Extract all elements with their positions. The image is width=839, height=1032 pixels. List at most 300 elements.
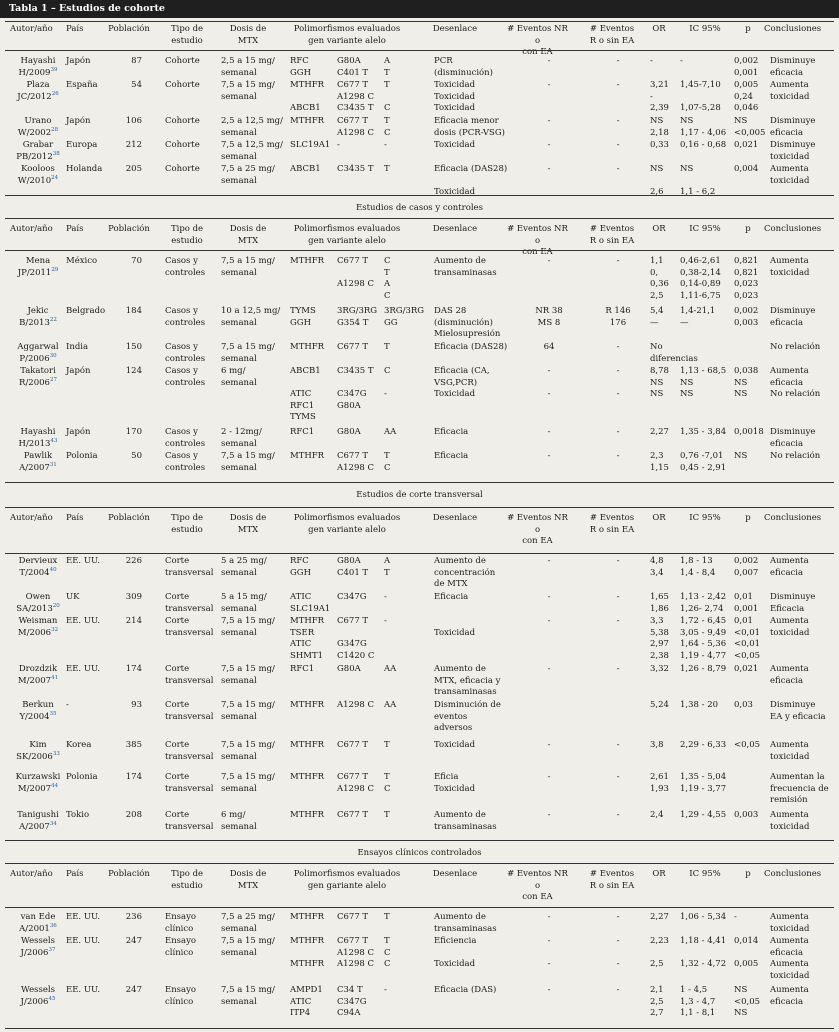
author-cell: Tanigushi A/2007$^{34}$ [17, 810, 59, 832]
gen-cell: MTHFR [290, 810, 325, 820]
reference-link[interactable]: 31 [49, 461, 57, 468]
dose-cell: 5 a 15 mg/ semanal [221, 592, 267, 614]
or-cell: 3,3 5,38 2,97 2,38 [650, 616, 669, 661]
or-cell: 2,4 [650, 810, 664, 820]
column-header: # Eventos NR o con EA [507, 224, 568, 257]
column-header: Desenlace [432, 24, 478, 34]
column-header: OR [652, 24, 666, 34]
gen-cell: MTHFR [290, 912, 325, 922]
author-cell: Kooloos W/2010$^{24}$ [17, 164, 59, 186]
concl-cell: Disminuye eficacia [770, 306, 816, 328]
ic-cell: 1,38 - 20 [680, 700, 719, 710]
dose-cell: 7,5 a 15 mg/ semanal [221, 772, 275, 794]
p-cell: 0,038 NS NS [734, 366, 759, 399]
dose-cell: 5 a 25 mg/ semanal [221, 556, 267, 578]
column-header: p [745, 224, 751, 234]
or-cell: 1,65 1,86 [650, 592, 669, 614]
pop-cell: 170 [125, 427, 142, 437]
r-cell: - [616, 556, 620, 566]
author-cell: Kurzawski M/2007$^{44}$ [15, 772, 61, 794]
gen-cell: MTHFR [290, 772, 325, 782]
table-title: Tabla 1 – Estudios de cohorte [0, 0, 839, 18]
p-cell: 0,002 0,003 [734, 306, 759, 328]
ic-cell: 0,16 - 0,68 [680, 140, 727, 150]
author-cell: Aggarwal P/2006$^{30}$ [17, 342, 59, 364]
pop-cell: 87 [131, 56, 142, 66]
alelo-cell: T [384, 342, 390, 352]
author-cell: van Ede A/2001$^{36}$ [19, 912, 57, 934]
dose-cell: 7,5 a 15 mg/ semanal [221, 700, 275, 722]
gen-cell: RFC GGH [290, 556, 311, 578]
author-cell: Hayashi H/2013$^{43}$ [18, 427, 58, 449]
var-cell: C677 T A1298 C [337, 451, 374, 473]
type-cell: Ensayo clínico [165, 912, 197, 934]
column-header: Población [108, 224, 150, 234]
pop-cell: 214 [125, 616, 142, 626]
column-header: Conclusiones [764, 224, 822, 234]
reference-link[interactable]: 22 [49, 316, 57, 323]
alelo-cell: T C [384, 451, 391, 473]
r-cell: - [616, 342, 620, 352]
ic-cell: 1,35 - 5,04 1,19 - 3,77 [680, 772, 727, 794]
var-cell: - [337, 140, 340, 150]
pop-cell: 205 [125, 164, 142, 174]
dose-cell: 2,5 a 15 mg/ semanal [221, 56, 275, 78]
pop-cell: 174 [125, 664, 142, 674]
reference-link[interactable]: 36 [49, 922, 57, 929]
column-header: # Eventos NR o con EA [507, 513, 568, 546]
type-cell: Casos y controles [165, 256, 206, 278]
outcome-cell: Aumento de transaminasas [434, 810, 497, 832]
column-header: # Eventos R o sin EA [589, 513, 635, 535]
type-cell: Casos y controles [165, 342, 206, 364]
reference-link[interactable]: 33 [52, 750, 60, 757]
ic-cell: 1,72 - 6,45 3,05 - 9,49 1,64 - 5,36 1,19 - 4,77 [680, 616, 727, 661]
outcome-cell: Toxicidad [434, 140, 476, 150]
column-header: Dosis de MTX [229, 513, 267, 535]
var-cell: C677 T [337, 810, 369, 820]
outcome-cell: PCR (disminución) [434, 56, 493, 78]
row-divider [5, 553, 834, 554]
pop-cell: 247 [125, 936, 142, 946]
nr-cell: - [547, 56, 551, 66]
author-cell: Mena JP/2011$^{29}$ [17, 256, 59, 278]
column-header: Tipo de estudio [170, 869, 204, 891]
nr-cell: - - [547, 936, 551, 969]
type-cell: Ensayo clínico [165, 936, 197, 958]
ic-cell: 0,46-2,61 0,38-2,14 0,14-0,89 1,11-6,75 [680, 256, 721, 301]
gen-cell: ABCB1 ATIC RFC1 TYMS [290, 366, 321, 422]
p-cell: 0,021 [734, 140, 759, 150]
column-header: País [66, 869, 84, 879]
column-header: Conclusiones [764, 513, 822, 523]
type-cell: Corte transversal [165, 810, 214, 832]
column-header: País [66, 513, 84, 523]
or-cell: 3,21 - 2,39 [650, 80, 669, 113]
or-cell: 8,78 NS NS [650, 366, 669, 399]
reference-link[interactable]: 32 [51, 626, 59, 633]
author-cell: Grabar PB/2012$^{38}$ [16, 140, 60, 162]
reference-link[interactable]: 40 [49, 566, 57, 573]
author-cell: Plaza JC/2012$^{26}$ [17, 80, 59, 102]
author-cell: Owen SA/2013$^{20}$ [16, 592, 60, 614]
alelo-cell: AA [384, 700, 397, 710]
dose-cell: 7,5 a 15 mg/ semanal [221, 80, 275, 102]
type-cell: Corte transversal [165, 592, 214, 614]
concl-cell: Disminuye eficacia [770, 56, 816, 78]
outcome-cell: Eficacia [434, 427, 469, 437]
type-cell: Corte transversal [165, 556, 214, 578]
concl-cell: Aumenta eficacia No relación [770, 366, 821, 399]
dose-cell: 7,5 a 15 mg/ semanal [221, 616, 275, 638]
concl-cell: Disminuye eficacia [770, 116, 816, 138]
row-divider [5, 863, 834, 864]
var-cell: C677 T A1298 C [337, 256, 374, 289]
pop-cell: 212 [125, 140, 142, 150]
pop-cell: 93 [131, 700, 142, 710]
author-cell: Urano W/2002$^{28}$ [17, 116, 59, 138]
gen-cell: MTHFR TSER ATIC SHMT1 [290, 616, 325, 661]
outcome-cell: Eficacia menor dosis (PCR-VSG) [434, 116, 505, 138]
alelo-cell: 3RG/3RG GG [384, 306, 425, 328]
author-cell: Wessels J/2006$^{45}$ [20, 985, 56, 1007]
nr-cell: - [547, 985, 551, 995]
reference-link[interactable]: 43 [50, 437, 58, 444]
r-cell: - [616, 664, 620, 674]
var-cell: C677 T A1298 C [337, 772, 374, 794]
gen-cell: ATIC SLC19A1 [290, 592, 331, 614]
column-header: Población [108, 869, 150, 879]
p-cell: 0,01 0,001 [734, 592, 759, 614]
column-header: Polimorfismos evaluados gen variante alelo [293, 513, 401, 535]
reference-link[interactable]: 24 [51, 174, 59, 181]
or-cell: 2,27 [650, 427, 669, 437]
ic-cell: NS 1,1 - 6,2 [680, 164, 716, 197]
column-header: Polimorfismos evaluados gen variante alelo [293, 224, 401, 246]
nr-cell: - [547, 451, 551, 461]
column-header: p [745, 869, 751, 879]
country-cell: - [66, 700, 69, 710]
ic-cell: 1,13 - 68,5 NS NS [680, 366, 727, 399]
r-cell: - [616, 616, 620, 626]
type-cell: Corte transversal [165, 740, 214, 762]
nr-cell: - [547, 80, 551, 90]
alelo-cell: T [384, 164, 390, 174]
column-header: Desenlace [432, 513, 478, 523]
or-cell: 2,27 [650, 912, 669, 922]
var-cell: G80A [337, 664, 361, 674]
dose-cell: 7,5 a 15 mg/ semanal [221, 936, 275, 958]
row-divider [5, 1028, 834, 1029]
alelo-cell: - [384, 592, 387, 602]
reference-link[interactable]: 45 [48, 995, 56, 1002]
type-cell: Cohorte [165, 116, 200, 126]
r-cell: R 146 176 [605, 306, 631, 328]
alelo-cell: - [384, 985, 387, 995]
p-cell: <0,05 [734, 740, 761, 750]
reference-link[interactable]: 26 [51, 90, 59, 97]
p-cell: 0,002 0,007 [734, 556, 759, 578]
p-cell: 0,005 0,24 0,046 [734, 80, 759, 113]
pop-cell: 309 [125, 592, 142, 602]
row-divider [5, 218, 834, 219]
or-cell: 3,32 [650, 664, 669, 674]
author-cell: Berkun Y/2004$^{35}$ [19, 700, 57, 722]
var-cell: A1298 C [337, 700, 374, 710]
dose-cell: 7,5 a 15 mg/ semanal [221, 740, 275, 762]
country-cell: Korea [66, 740, 92, 750]
column-header: OR [652, 513, 666, 523]
concl-cell: Aumenta toxicidad [770, 80, 810, 102]
outcome-cell: Aumento de transaminasas [434, 256, 497, 278]
ic-cell: 1,29 - 4,55 [680, 810, 727, 820]
p-cell: 0,014 0,005 [734, 936, 759, 969]
var-cell: 3RG/3RG G354 T [337, 306, 378, 328]
type-cell: Corte transversal [165, 700, 214, 722]
gen-cell: RFC1 [290, 427, 315, 437]
concl-cell: Aumenta eficacia [770, 664, 809, 686]
gen-cell: AMPD1 ATIC ITP4 [290, 985, 323, 1018]
or-cell: 5,24 [650, 700, 669, 710]
var-cell: C677 T G347G C1420 C [337, 616, 375, 661]
country-cell: Japón [66, 116, 91, 126]
author-cell: Drozdzik M/2007$^{41}$ [17, 664, 59, 686]
reference-link[interactable]: 27 [49, 376, 57, 383]
country-cell: EE. UU. [66, 985, 101, 995]
or-cell: 2,61 1,93 [650, 772, 669, 794]
row-divider [5, 250, 834, 251]
dose-cell: 7,5 a 25 mg/ semanal [221, 912, 275, 934]
column-header: # Eventos NR o con EA [507, 869, 568, 902]
reference-link[interactable]: 28 [51, 126, 59, 133]
or-cell: 4,8 3,4 [650, 556, 664, 578]
column-header: Autor/año [10, 224, 53, 234]
type-cell: Cohorte [165, 140, 200, 150]
pop-cell: 236 [125, 912, 142, 922]
type-cell: Casos y controles [165, 451, 206, 473]
type-cell: Corte transversal [165, 616, 214, 638]
row-divider [5, 482, 834, 483]
reference-link[interactable]: 34 [49, 820, 57, 827]
row-divider [5, 195, 834, 196]
gen-cell: MTHFR [290, 451, 325, 461]
p-cell: 0,821 0,821 0,023 0,023 [734, 256, 759, 301]
country-cell: Holanda [66, 164, 103, 174]
column-header: Dosis de MTX [229, 869, 267, 891]
country-cell: Polonia [66, 772, 98, 782]
reference-link[interactable]: 41 [51, 674, 59, 681]
pop-cell: 124 [125, 366, 142, 376]
p-cell: NS <0,05 NS [734, 985, 761, 1018]
r-cell: - [616, 772, 620, 782]
country-cell: Japón [66, 56, 91, 66]
reference-link[interactable]: 44 [51, 782, 59, 789]
or-cell: 2,23 2,5 [650, 936, 669, 969]
column-header: Dosis de MTX [229, 224, 267, 246]
column-header: Tipo de estudio [170, 224, 204, 246]
dose-cell: 2,5 a 12,5 mg/ semanal [221, 116, 283, 138]
concl-cell: No relación [770, 342, 821, 352]
var-cell: G80A [337, 427, 361, 437]
nr-cell: - [547, 616, 551, 626]
pop-cell: 106 [125, 116, 142, 126]
reference-link[interactable]: 30 [49, 352, 57, 359]
country-cell: EE. UU. [66, 912, 101, 922]
column-header: Población [108, 513, 150, 523]
outcome-cell: Eficacia (DAS28) [434, 342, 508, 352]
reference-link[interactable]: 20 [52, 602, 60, 609]
concl-cell: Aumenta eficacia [770, 556, 809, 578]
gen-cell: TYMS GGH [290, 306, 316, 328]
column-header: Polimorfismos evaluados gen gariante alelo [293, 869, 401, 891]
type-cell: Corte transversal [165, 772, 214, 794]
dose-cell: 7,5 a 15 mg/ semanal [221, 256, 275, 278]
nr-cell: - [547, 116, 551, 126]
country-cell: EE. UU. [66, 664, 101, 674]
reference-link[interactable]: 37 [48, 946, 56, 953]
p-cell: 0,002 0,001 [734, 56, 759, 78]
column-header: p [745, 513, 751, 523]
nr-cell: - [547, 740, 551, 750]
ic-cell: 1,18 - 4,41 1,32 - 4,72 [680, 936, 727, 969]
outcome-cell: Eficacia (DAS28) Toxicidad [434, 164, 508, 197]
type-cell: Ensayo clínico [165, 985, 197, 1007]
column-header: IC 95% [689, 24, 721, 34]
column-header: IC 95% [689, 513, 721, 523]
outcome-cell: Eficacia [434, 592, 469, 602]
outcome-cell: Toxicidad [434, 627, 476, 638]
country-cell: España [66, 80, 98, 90]
or-cell: 2,1 2,5 2,7 [650, 985, 664, 1018]
var-cell: C677 T [337, 912, 369, 922]
column-header: Tipo de estudio [170, 24, 204, 46]
author-cell: Takatori R/2006$^{27}$ [19, 366, 57, 388]
gen-cell: MTHFR [290, 740, 325, 750]
column-header: Autor/año [10, 869, 53, 879]
alelo-cell: C T A C [384, 256, 391, 301]
dose-cell: 10 a 12,5 mg/ semanal [221, 306, 281, 328]
type-cell: Casos y controles [165, 306, 206, 328]
gen-cell: RFC1 [290, 664, 315, 674]
country-cell: Japón [66, 427, 91, 437]
concl-cell: Disminuye toxicidad [770, 140, 816, 162]
reference-link[interactable]: 38 [52, 150, 60, 157]
alelo-cell: - [384, 140, 387, 150]
pop-cell: 70 [131, 256, 142, 266]
nr-cell: - [547, 810, 551, 820]
pop-cell: 385 [125, 740, 142, 750]
r-cell: - [616, 810, 620, 820]
type-cell: Cohorte [165, 164, 200, 174]
row-divider [5, 50, 834, 51]
reference-link[interactable]: 29 [51, 266, 59, 273]
p-cell: NS <0,005 [734, 116, 766, 138]
alelo-cell: T C [384, 80, 391, 113]
nr-cell: - [547, 140, 551, 150]
outcome-cell: DAS 28 (disminución) Mielosupresión [434, 306, 501, 339]
row-divider [5, 840, 834, 841]
gen-cell: MTHFR [290, 116, 325, 126]
outcome-cell: Disminución de eventos adversos [434, 700, 501, 733]
country-cell: EE. UU. [66, 616, 101, 626]
country-cell: Tokio [66, 810, 90, 820]
column-header: IC 95% [689, 869, 721, 879]
type-cell: Cohorte [165, 56, 200, 66]
author-cell: Weisman M/2006$^{32}$ [17, 616, 59, 638]
nr-cell: - [547, 664, 551, 674]
var-cell: C34 T C347G C94A [337, 985, 367, 1018]
column-header: País [66, 224, 84, 234]
column-header: Polimorfismos evaluados gen variante alelo [293, 24, 401, 46]
author-cell: Kim SK/2006$^{33}$ [16, 740, 60, 762]
dose-cell: 7,5 a 25 mg/ semanal [221, 164, 275, 186]
type-cell: Casos y controles [165, 427, 206, 449]
gen-cell: SLC19A1 [290, 140, 331, 150]
outcome-cell: Eficiencia Toxicidad [434, 936, 477, 969]
concl-cell: No relación [770, 451, 821, 461]
concl-cell: Aumenta toxicidad [770, 810, 810, 832]
concl-cell: Aumenta toxicidad [770, 616, 810, 638]
alelo-cell: A T [384, 556, 391, 578]
pop-cell: 150 [125, 342, 142, 352]
type-cell: Cohorte [165, 80, 200, 90]
nr-cell: - [547, 256, 551, 266]
nr-cell: - [547, 556, 551, 566]
var-cell: C347G [337, 592, 367, 602]
r-cell: - - [616, 366, 620, 399]
reference-link[interactable]: 39 [50, 66, 58, 73]
column-header: # Eventos R o sin EA [589, 24, 635, 46]
r-cell: - [616, 592, 620, 602]
ic-cell: 1,06 - 5,34 [680, 912, 727, 922]
column-header: Conclusiones [764, 869, 822, 879]
nr-cell: - [547, 772, 551, 782]
r-cell: - [616, 740, 620, 750]
concl-cell: Aumenta toxicidad [770, 912, 810, 934]
or-cell: NS 2,18 [650, 116, 669, 138]
author-cell: Wessels J/2006$^{37}$ [20, 936, 56, 958]
p-cell: NS [734, 451, 748, 461]
gen-cell: MTHFR [290, 256, 325, 266]
alelo-cell: - [384, 616, 387, 626]
country-cell: EE. UU. [66, 556, 101, 566]
dose-cell: 7,5 a 12,5 mg/ semanal [221, 140, 283, 162]
nr-cell: 64 [543, 342, 555, 352]
var-cell: C677 T A1298 C A1298 C [337, 936, 374, 969]
gen-cell: ABCB1 [290, 164, 321, 174]
ic-cell: - [680, 56, 683, 66]
nr-cell: - [547, 912, 551, 922]
ic-cell: 1,45-7,10 1,07-5,28 [680, 80, 721, 113]
r-cell: - - [616, 936, 620, 969]
or-cell: 2,3 1,15 [650, 451, 669, 473]
reference-link[interactable]: 35 [49, 710, 57, 717]
row-divider [5, 907, 834, 908]
column-header: Autor/año [10, 24, 53, 34]
dose-cell: 7,5 a 15 mg/ semanal [221, 664, 275, 686]
column-header: OR [652, 224, 666, 234]
alelo-cell: T C C [384, 936, 391, 969]
p-cell: 0,003 [734, 810, 759, 820]
column-header: Desenlace [432, 224, 478, 234]
author-cell: Pawlik A/2007$^{31}$ [19, 451, 57, 473]
concl-cell: Aumenta toxicidad [770, 740, 810, 762]
or-cell: 1,1 0, 0,36 2,5 [650, 256, 669, 301]
country-cell: India [66, 342, 89, 352]
outcome-cell: Toxicidad Toxicidad Toxicidad [434, 80, 476, 113]
section-title: Ensayos clínicos controlados [357, 848, 482, 858]
column-header: Población [108, 24, 150, 34]
